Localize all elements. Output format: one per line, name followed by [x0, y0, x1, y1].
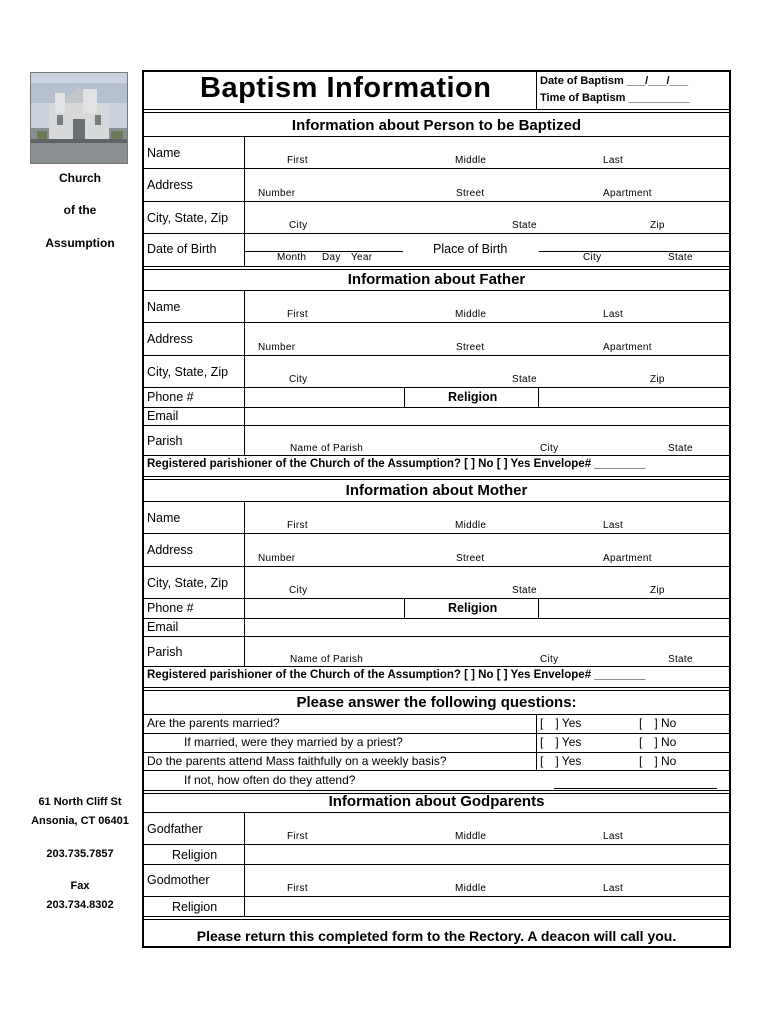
person-csz-sub-state: State [512, 220, 537, 231]
question-married: Are the parents married? [147, 716, 280, 730]
godmother-label: Godmother [147, 873, 210, 887]
mother-name-label: Name [147, 511, 181, 525]
godmother-religion-label: Religion [172, 900, 218, 914]
person-pob-sub-city: City [583, 252, 602, 263]
father-address-sub-street: Street [456, 342, 485, 353]
godfather-label: Godfather [147, 822, 203, 836]
person-dob-sub-year: Year [351, 252, 373, 263]
father-parish-sub-state: State [668, 443, 693, 454]
mother-address-sub-apartment: Apartment [603, 553, 652, 564]
person-address-sub-number: Number [258, 188, 296, 199]
church-photo [30, 72, 128, 164]
person-dob-field[interactable] [245, 234, 403, 251]
father-religion-field[interactable] [539, 388, 729, 406]
section-father-title: Information about Father [347, 271, 526, 288]
mother-address-field[interactable] [245, 534, 729, 566]
return-instructions: Please return this completed form to the Rectory. A deacon will call you. [196, 928, 677, 944]
father-name-sub-last: Last [603, 309, 624, 320]
father-csz-label: City, State, Zip [147, 365, 229, 379]
person-csz-sub-zip: Zip [650, 220, 665, 231]
father-phone-label: Phone # [147, 390, 194, 404]
mother-email-label: Email [147, 620, 179, 634]
question-attend-mass: Do the parents attend Mass faithfully on a weekly basis? [147, 754, 447, 768]
mother-name-sub-last: Last [603, 520, 624, 531]
mother-csz-sub-city: City [289, 585, 308, 596]
father-email-field[interactable] [245, 408, 729, 425]
person-name-sub-first: First [287, 155, 308, 166]
father-email-label: Email [147, 409, 179, 423]
godfather-religion-label: Religion [172, 848, 218, 862]
mother-csz-sub-zip: Zip [650, 585, 665, 596]
church-street-address: 61 North Cliff St [38, 796, 122, 808]
church-fax: 203.734.8302 [46, 899, 114, 911]
godmother-sub-middle: Middle [455, 883, 487, 894]
q1-no-checkbox[interactable]: [ ] No [639, 716, 677, 730]
person-csz-sub-city: City [289, 220, 308, 231]
mother-parish-label: Parish [147, 645, 183, 659]
godmother-name-field[interactable] [245, 865, 729, 896]
father-address-label: Address [147, 332, 193, 346]
fax-label: Fax [70, 880, 90, 892]
godmother-religion-field[interactable] [245, 897, 729, 916]
godfather-sub-middle: Middle [455, 831, 487, 842]
person-address-field[interactable] [245, 169, 729, 201]
q3-no-checkbox[interactable]: [ ] No [639, 754, 677, 768]
mother-phone-label: Phone # [147, 601, 194, 615]
person-dob-label: Date of Birth [147, 242, 217, 256]
person-pob-label: Place of Birth [433, 242, 508, 256]
mother-address-sub-number: Number [258, 553, 296, 564]
q1-yes-checkbox[interactable]: [ ] Yes [540, 716, 582, 730]
mother-phone-field[interactable] [245, 599, 404, 617]
godfather-religion-field[interactable] [245, 845, 729, 864]
attend-frequency-field[interactable] [554, 772, 717, 788]
q2-no-checkbox[interactable]: [ ] No [639, 735, 677, 749]
q3-yes-checkbox[interactable]: [ ] Yes [540, 754, 582, 768]
mother-name-sub-first: First [287, 520, 308, 531]
mother-parish-sub-state: State [668, 654, 693, 665]
person-pob-field[interactable] [539, 234, 731, 251]
mother-religion-label: Religion [448, 601, 498, 615]
form-title: Baptism Information [200, 72, 492, 104]
question-married-by-priest: If married, were they married by a priest? [184, 735, 403, 749]
father-address-field[interactable] [245, 323, 729, 355]
father-csz-sub-city: City [289, 374, 308, 385]
godfather-name-field[interactable] [245, 813, 729, 844]
mother-csz-label: City, State, Zip [147, 576, 229, 590]
church-phone: 203.735.7857 [46, 848, 114, 860]
mother-parish-sub-city: City [540, 654, 559, 665]
mother-registered-line[interactable]: Registered parishioner of the Church of the Assumption? [ ] No [ ] Yes Envelope# ________ [147, 669, 646, 681]
godmother-sub-first: First [287, 883, 308, 894]
date-of-baptism-field[interactable]: Date of Baptism ___/___/___ [540, 75, 688, 87]
father-address-sub-apartment: Apartment [603, 342, 652, 353]
father-address-sub-number: Number [258, 342, 296, 353]
father-phone-field[interactable] [245, 388, 404, 406]
person-address-sub-street: Street [456, 188, 485, 199]
section-questions-title: Please answer the following questions: [296, 694, 577, 711]
father-name-sub-middle: Middle [455, 309, 487, 320]
godfather-sub-first: First [287, 831, 308, 842]
father-parish-label: Parish [147, 434, 183, 448]
father-name-label: Name [147, 300, 181, 314]
mother-name-field[interactable] [245, 502, 729, 533]
person-dob-sub-month: Month [277, 252, 307, 263]
question-attend-frequency: If not, how often do they attend? [184, 773, 356, 787]
section-person-title: Information about Person to be Baptized [291, 117, 582, 134]
person-dob-sub-day: Day [322, 252, 341, 263]
church-city-address: Ansonia, CT 06401 [31, 815, 129, 827]
church-name-line-1: Church [59, 171, 101, 185]
mother-csz-sub-state: State [512, 585, 537, 596]
father-csz-sub-zip: Zip [650, 374, 665, 385]
person-pob-sub-state: State [668, 252, 693, 263]
baptism-form [142, 70, 731, 948]
time-of-baptism-field[interactable]: Time of Baptism __________ [540, 92, 690, 104]
father-name-field[interactable] [245, 291, 729, 322]
person-name-label: Name [147, 146, 181, 160]
godfather-sub-last: Last [603, 831, 624, 842]
church-name-line-2: of the [63, 203, 97, 217]
mother-name-sub-middle: Middle [455, 520, 487, 531]
father-parish-sub-name: Name of Parish [290, 443, 364, 454]
person-name-sub-middle: Middle [455, 155, 487, 166]
church-name-line-3: Assumption [45, 236, 115, 250]
person-name-field[interactable] [245, 137, 729, 168]
mother-religion-field[interactable] [539, 599, 729, 617]
q2-yes-checkbox[interactable]: [ ] Yes [540, 735, 582, 749]
person-csz-label: City, State, Zip [147, 211, 229, 225]
father-csz-sub-state: State [512, 374, 537, 385]
father-religion-label: Religion [448, 390, 498, 404]
godmother-sub-last: Last [603, 883, 624, 894]
father-registered-line[interactable]: Registered parishioner of the Church of the Assumption? [ ] No [ ] Yes Envelope# ________ [147, 458, 646, 470]
father-name-sub-first: First [287, 309, 308, 320]
person-name-sub-last: Last [603, 155, 624, 166]
mother-email-field[interactable] [245, 619, 729, 636]
section-mother-title: Information about Mother [345, 482, 528, 499]
father-parish-sub-city: City [540, 443, 559, 454]
person-address-label: Address [147, 178, 193, 192]
person-address-sub-apartment: Apartment [603, 188, 652, 199]
mother-parish-sub-name: Name of Parish [290, 654, 364, 665]
mother-address-sub-street: Street [456, 553, 485, 564]
section-godparents-title: Information about Godparents [328, 793, 545, 810]
mother-address-label: Address [147, 543, 193, 557]
